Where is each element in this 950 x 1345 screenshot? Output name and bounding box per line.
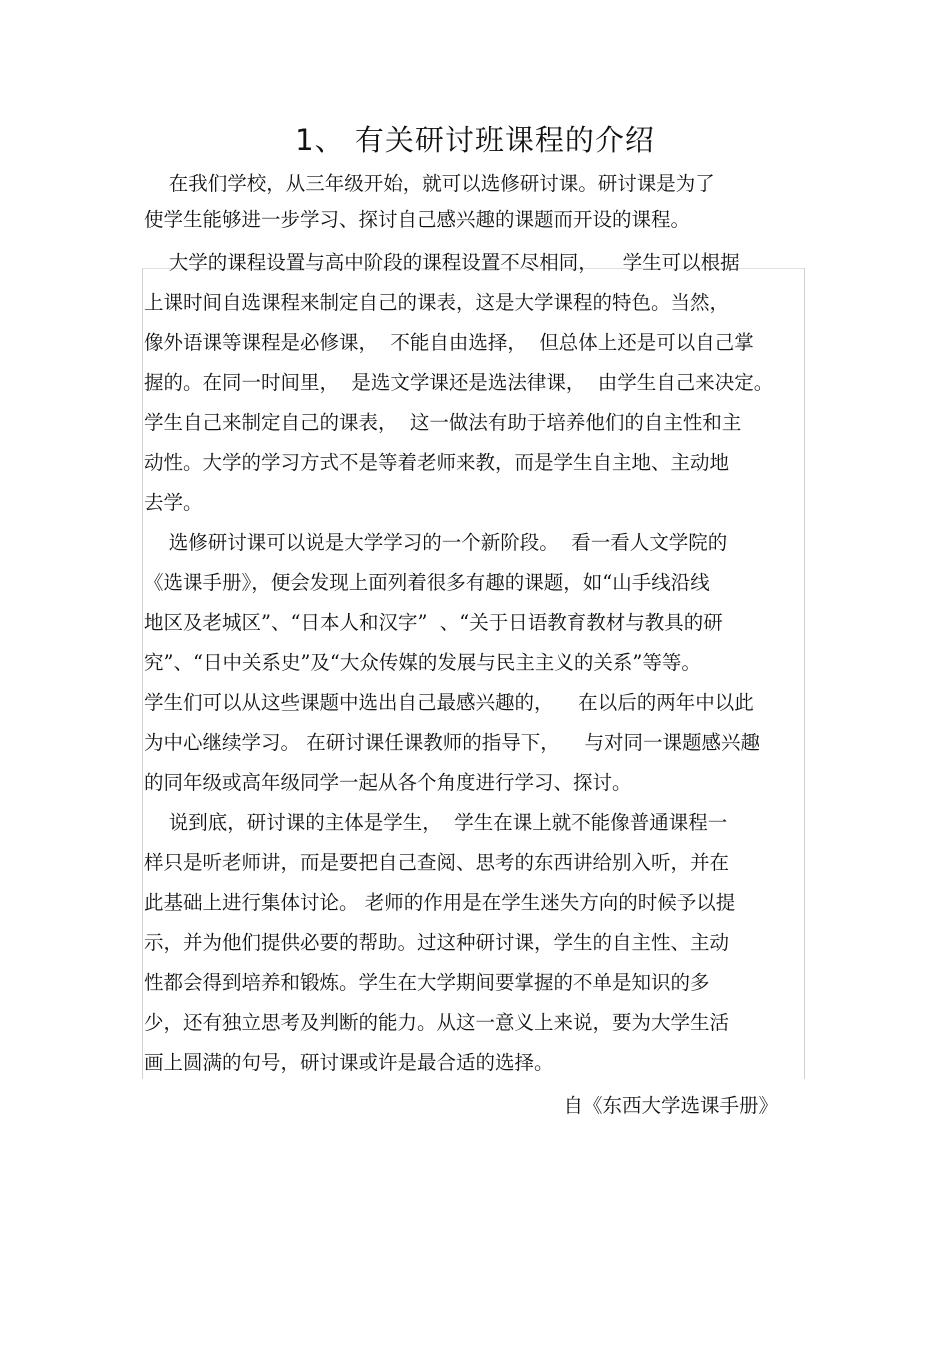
text-line: 的同年级或高年级同学一起从各个角度进行学习、探讨。 — [144, 771, 632, 794]
text-line: 去学。 — [144, 491, 203, 514]
page-title: 1、 有关研讨班课程的介绍 — [295, 123, 655, 157]
text-line: 在我们学校，从三年级开始，就可以选修研讨课。研讨课是为了 — [144, 172, 715, 195]
text-line: 使学生能够进一步学习、探讨自己感兴趣的课题而开设的课程。 — [144, 208, 691, 231]
text-line: 此基础上进行集体讨论。 老师的作用是在学生迷失方向的时候予以提 — [144, 891, 736, 914]
text-line: 地区及老城区”、“日本人和汉字” 、“关于日语教育教材与教具的研 — [144, 611, 723, 634]
text-line: 动性。大学的学习方式不是等着老师来教，而是学生自主地、主动地 — [144, 451, 730, 474]
text-line: 《选课手册》，便会发现上面列着很多有趣的课题，如“山手线沿线 — [144, 571, 710, 594]
text-line: 示，并为他们提供必要的帮助。过这种研讨课，学生的自主性、主动 — [144, 931, 730, 954]
text-line: 大学的课程设置与高中阶段的课程设置不尽相同， 学生可以根据 — [144, 251, 740, 274]
text-line: 样只是听老师讲，而是要把自己查阅、思考的东西讲给别入听，并在 — [144, 851, 730, 874]
text-line: 少，还有独立思考及判断的能力。从这一意义上来说，要为大学生活 — [144, 1011, 730, 1034]
text-line: 上课时间自选课程来制定自己的课表，这是大学课程的特色。当然， — [144, 291, 730, 314]
text-line: 像外语课等课程是必修课， 不能自由选择， 但总体上还是可以自己掌 — [144, 331, 754, 354]
text-line: 性都会得到培养和锻炼。学生在大学期间要掌握的不单是知识的多 — [144, 971, 710, 994]
text-line: 学生们可以从这些课题中选出自己最感兴趣的， 在以后的两年中以此 — [144, 691, 754, 714]
text-line: 学生自己来制定自己的课表， 这一做法有助于培养他们的自主性和主 — [144, 411, 742, 434]
text-line: 选修研讨课可以说是大学学习的一个新阶段。 看一看人文学院的 — [144, 531, 728, 554]
text-line: 究”、“日中关系史”及“大众传媒的发展与民主主义的关系”等等。 — [144, 651, 701, 674]
text-line: 说到底，研讨课的主体是学生， 学生在课上就不能像普通课程一 — [144, 811, 728, 834]
text-line: 画上圆满的句号，研讨课或许是最合适的选择。 — [144, 1051, 554, 1074]
source-citation: 自《东西大学选课手册》 — [563, 1094, 778, 1117]
text-line: 为中心继续学习。 在研讨课任课教师的指导下， 与对同一课题感兴趣 — [144, 731, 760, 754]
text-line: 握的。在同一时间里， 是选文学课还是选法律课， 由学生自己来决定。 — [144, 371, 774, 394]
